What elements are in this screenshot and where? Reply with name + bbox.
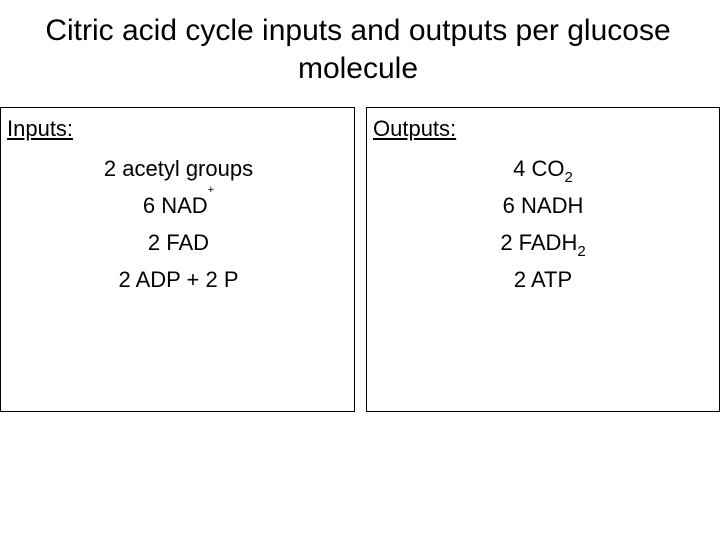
outputs-item-subscript: 2: [577, 243, 586, 260]
inputs-item: [1, 150, 356, 187]
outputs-item: [367, 261, 719, 298]
inputs-list: [1, 150, 356, 298]
outputs-item-text: 4 CO: [513, 156, 565, 181]
outputs-list: [367, 150, 719, 298]
slide-title: Citric acid cycle inputs and outputs per glucose molecule: [45, 14, 671, 85]
inputs-box: [0, 107, 355, 412]
outputs-item-text: 6 NADH: [502, 193, 584, 218]
outputs-item: [367, 150, 719, 187]
inputs-item-text: 2 ADP + 2 P: [118, 267, 239, 292]
inputs-item-text: 6 NAD: [142, 193, 208, 218]
inputs-item: [1, 261, 356, 298]
inputs-heading: Inputs:: [7, 116, 74, 141]
outputs-item: [367, 224, 719, 261]
inputs-item: [1, 184, 356, 224]
outputs-box: [366, 107, 720, 412]
inputs-item-text: 2 FAD: [147, 230, 210, 255]
outputs-item-subscript: 2: [564, 169, 573, 186]
inputs-item: [1, 224, 356, 261]
outputs-item-text: 2 FADH: [500, 230, 578, 255]
outputs-item-text: 2 ATP: [513, 267, 573, 292]
inputs-item-text: 2 acetyl groups: [103, 156, 254, 181]
outputs-item: [367, 187, 719, 224]
outputs-heading: Outputs:: [373, 116, 457, 141]
inputs-item-superscript: +: [207, 184, 215, 196]
